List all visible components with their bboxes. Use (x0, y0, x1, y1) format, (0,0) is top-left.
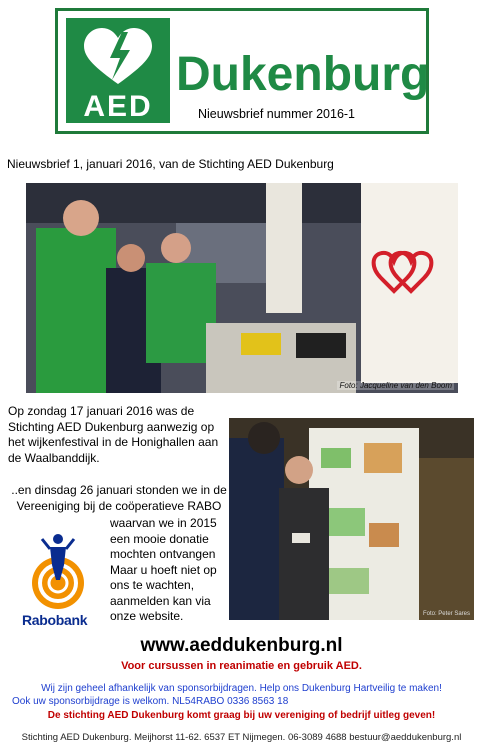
sponsor-line-2: Ook uw sponsorbijdrage is welkom. NL54RABO 0336 8563 18 (12, 696, 289, 707)
aed-logo (66, 18, 170, 123)
rabobank-emblem-icon (20, 525, 100, 615)
aed-logo-text: AED (83, 90, 153, 123)
issue-number: Nieuwsbrief nummer 2016-1 (198, 107, 356, 121)
festival-paragraph: Op zondag 17 januari 2016 was de Stichting AED Dukenburg aanwezig op het wijkenfestival in de Honighallen aan de Waalbanddijk. (8, 404, 219, 465)
footer-contact: Stichting AED Dukenburg. Meijhorst 11-62. 6537 ET Nijmegen. 06-3089 4688 bestuur@aeddukenburg.nl (21, 732, 462, 743)
photo-credit: Foto: Jacqueline van den Boom (339, 381, 452, 390)
intro-line: Nieuwsbrief 1, januari 2016, van de Stichting AED Dukenburg (7, 157, 334, 171)
donation-paragraph: waarvan we in 2015 een mooie donatie mochten ontvangen Maar u hoeft niet op ons te wachten, aanmelden kan via onze website. (110, 516, 217, 623)
sponsor-line-1: Wij zijn geheel afhankelijk van sponsorbijdragen. Help ons Dukenburg Hartveilig te maken! (41, 683, 442, 694)
rabo-event-photo (229, 418, 474, 620)
brand-title: Dukenburg (176, 48, 430, 101)
rabobank-wordmark: Rabobank (22, 612, 88, 628)
newsletter-header (55, 8, 429, 134)
courses-line: Voor cursussen in reanimatie en gebruik AED. (121, 660, 362, 672)
rabo-paragraph: ..en dinsdag 26 januari stonden we in de Vereeniging bij de coöperatieve RABO (11, 483, 227, 513)
website-link[interactable]: www.aeddukenburg.nl (140, 635, 343, 656)
festival-photo (26, 183, 458, 393)
photo-credit-2: Foto: Peter Sares (422, 611, 470, 617)
explain-line: De stichting AED Dukenburg komt graag bij uw vereniging of bedrijf uitleg geven! (47, 710, 436, 721)
